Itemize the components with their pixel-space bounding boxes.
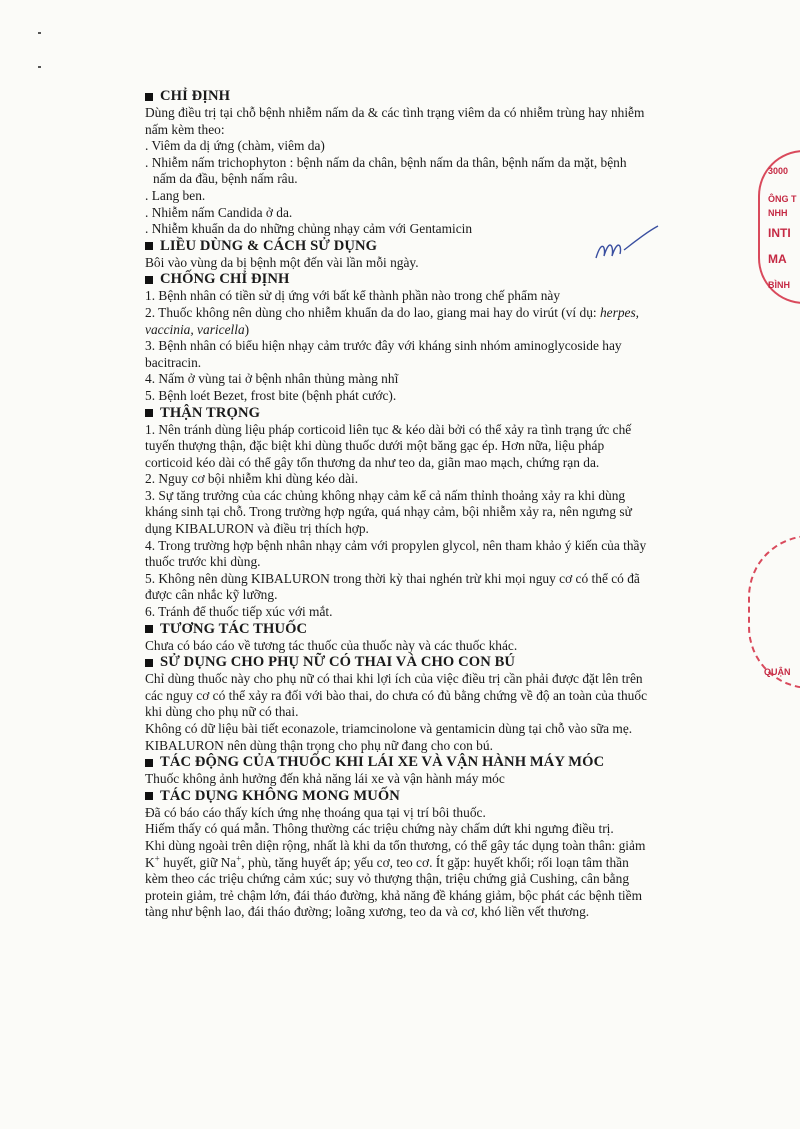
section-heading: CHỐNG CHỈ ĐỊNH xyxy=(145,271,735,288)
paragraph: các nguy cơ có thể xảy ra đối với bào thai, do chưa có đủ bằng chứng về độ an toàn của thuốc xyxy=(145,687,648,703)
scan-speck xyxy=(38,66,41,68)
list-item-cont: corticoid kéo dài có thể gây tổn thương da như teo da, giãn mao mạch, chứng rạn da. xyxy=(145,454,600,470)
list-item: . Nhiễm nấm trichophyton : bệnh nấm da chân, bệnh nấm da thân, bệnh nấm da mặt, bệnh xyxy=(145,154,627,170)
bullet-square-icon xyxy=(145,409,153,417)
section-precautions xyxy=(145,405,735,621)
section-heading: TÁC ĐỘNG CỦA THUỐC KHI LÁI XE VÀ VẬN HÀNH MÁY MÓC xyxy=(145,754,735,771)
paragraph: Không có dữ liệu bài tiết econazole, triamcinolone và gentamicin dùng tại chỗ vào sữa mẹ. xyxy=(145,721,633,736)
list-item-cont: nấm da đầu, bệnh nấm râu. xyxy=(153,171,298,187)
paragraph: Chỉ dùng thuốc này cho phụ nữ có thai khi lợi ích của việc điều trị cần phải được đặt lên trên xyxy=(145,671,643,687)
list-item-cont: thuốc trước khi dùng. xyxy=(145,554,261,570)
bullet-square-icon xyxy=(145,759,153,767)
stamp-fragment-bottom: QUẬN xyxy=(748,535,800,689)
section-side-effects xyxy=(145,788,735,921)
bullet-square-icon xyxy=(145,276,153,284)
list-item: 4. Nấm ở vùng tai ở bệnh nhân thủng màng nhĩ xyxy=(145,371,399,387)
section-driving xyxy=(145,754,735,788)
paragraph: Khi dùng ngoài trên diện rộng, nhất là khi da tổn thương, có thể gây tác dụng toàn thân: giảm xyxy=(145,837,646,853)
section-heading: LIỀU DÙNG & CÁCH SỬ DỤNG xyxy=(145,238,735,255)
list-item: 3. Bệnh nhân có biểu hiện nhạy cảm trước đây với kháng sinh nhóm aminoglycoside hay xyxy=(145,338,622,354)
list-item: . Nhiễm khuẩn da do những chủng nhạy cảm với Gentamicin xyxy=(145,221,473,237)
paragraph: KIBALURON nên dùng thận trọng cho phụ nữ đang cho con bú. xyxy=(145,737,493,753)
list-item: 1. Nên tránh dùng liệu pháp corticoid liên tục & kéo dài bởi có thể xảy ra tình trạng ức chế xyxy=(145,421,632,437)
list-item-cont: được cân nhắc kỹ lưỡng. xyxy=(145,587,278,603)
list-item-cont: bacitracin. xyxy=(145,354,202,370)
paragraph: tàng như bệnh lao, đái tháo đường; loãng xương, teo da và cơ, khó liền vết thương. xyxy=(145,904,590,920)
list-item-cont: tuyến thượng thận, đặc biệt khi dùng thuốc dưới một băng gạc ép. Hơn nữa, liệu pháp xyxy=(145,438,605,454)
list-item: 5. Bệnh loét Bezet, frost bite (bệnh phát cước). xyxy=(145,387,397,403)
section-heading: CHỈ ĐỊNH xyxy=(145,88,735,105)
section-contraindications xyxy=(145,271,735,404)
list-item: . Lang ben. xyxy=(145,187,206,203)
paragraph: Đã có báo cáo thấy kích ứng nhẹ thoáng qua tại vị trí bôi thuốc. xyxy=(145,804,486,820)
list-item: 2. Thuốc không nên dùng cho nhiễm khuẩn da do lao, giang mai hay do virút (ví dụ: herpes, xyxy=(145,304,640,320)
list-item-cont: kháng sinh tại chỗ. Trong trường hợp ngứa, quá nhạy cảm, bội nhiễm xảy ra, nên ngưng sử xyxy=(145,504,632,520)
bullet-square-icon xyxy=(145,659,153,667)
paragraph: Bôi vào vùng da bị bệnh một đến vài lần mỗi ngày. xyxy=(145,254,419,270)
paragraph: kèm theo các triệu chứng cảm xúc; suy vỏ thượng thận, triệu chứng giả Cushing, cân bằng xyxy=(145,871,630,887)
paragraph: protein giảm, trẻ chậm lớn, đái tháo đường, khả năng đề kháng giảm, bộc phát các bệnh tiềm xyxy=(145,887,643,903)
list-item: 2. Nguy cơ bội nhiễm khi dùng kéo dài. xyxy=(145,471,359,487)
section-heading: THẬN TRỌNG xyxy=(145,405,735,422)
list-item: . Nhiễm nấm Candida ở da. xyxy=(145,204,293,220)
bullet-square-icon xyxy=(145,625,153,633)
signature-mark xyxy=(592,218,662,268)
leaflet-body xyxy=(145,88,735,921)
paragraph: Hiếm thấy có quá mẫn. Thông thường các triệu chứng này chấm dứt khi ngưng điều trị. xyxy=(145,821,614,837)
bullet-square-icon xyxy=(145,792,153,800)
bullet-square-icon xyxy=(145,93,153,101)
bullet-square-icon xyxy=(145,242,153,250)
scan-speck xyxy=(38,32,41,34)
paragraph: Chưa có báo cáo về tương tác thuốc của thuốc này và các thuốc khác. xyxy=(145,637,518,653)
section-interactions xyxy=(145,621,735,655)
paragraph: Thuốc không ảnh hưởng đến khả năng lái xe và vận hành máy móc xyxy=(145,771,505,787)
paragraph: Dùng điều trị tại chỗ bệnh nhiễm nấm da & các tình trạng viêm da có nhiễm trùng hay nhiễm xyxy=(145,105,645,120)
list-item: 4. Trong trường hợp bệnh nhân nhạy cảm với propylen glycol, nên tham khảo ý kiến của thầy xyxy=(145,537,647,553)
paragraph: nấm kèm theo: xyxy=(145,121,225,137)
list-item: . Viêm da dị ứng (chàm, viêm da) xyxy=(145,138,325,154)
list-item-cont: vaccinia, varicella) xyxy=(145,321,250,337)
list-item-cont: dụng KIBALURON và điều trị thích hợp. xyxy=(145,521,369,537)
list-item: 5. Không nên dùng KIBALURON trong thời kỳ thai nghén trừ khi mọi nguy cơ có thể có đã xyxy=(145,570,640,586)
list-item: 1. Bệnh nhân có tiền sử dị ứng với bất kể thành phần nào trong chế phẩm này xyxy=(145,288,561,304)
list-item: 3. Sự tăng trưởng của các chủng không nhạy cảm kể cả nấm thỉnh thoảng xảy ra khi dùng xyxy=(145,487,626,503)
section-heading: SỬ DỤNG CHO PHỤ NỮ CÓ THAI VÀ CHO CON BÚ xyxy=(145,654,735,671)
paragraph: khi dùng cho phụ nữ có thai. xyxy=(145,704,299,720)
section-pregnancy xyxy=(145,654,735,754)
paragraph: K+ huyết, giữ Na+, phù, tăng huyết áp; yếu cơ, teo cơ. Ít gặp: huyết khối; rối loạn tâm thần xyxy=(145,853,629,870)
section-heading: TÁC DỤNG KHÔNG MONG MUỐN xyxy=(145,788,735,805)
section-heading: TƯƠNG TÁC THUỐC xyxy=(145,621,735,638)
section-indications xyxy=(145,88,735,238)
stamp-fragment-top: 3000 ÔNG T NHH INTI MA BÌNH xyxy=(758,150,800,304)
list-item: 6. Tránh để thuốc tiếp xúc với mắt. xyxy=(145,604,333,620)
